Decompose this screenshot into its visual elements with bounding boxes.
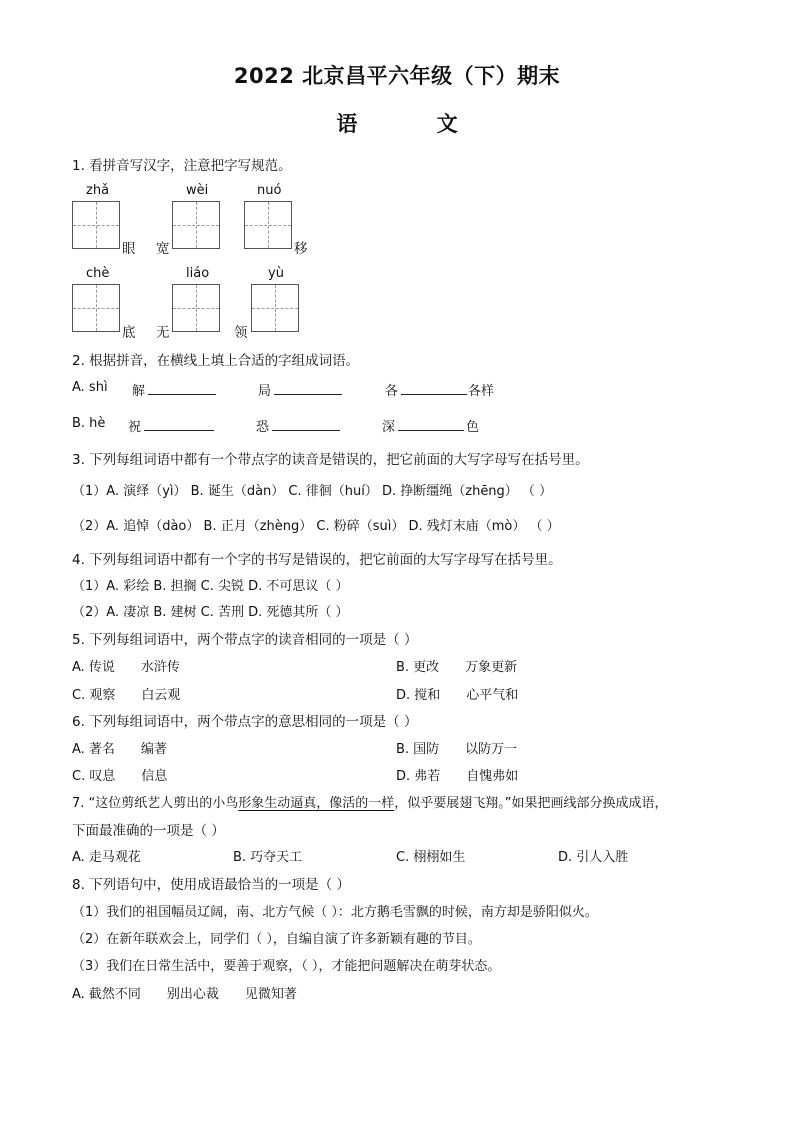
question-2-stem: 2. 根据拼音，在横线上填上合适的字组成词语。 <box>72 353 360 369</box>
question-7-stem <box>72 792 668 811</box>
page-title: 2022 北京昌平六年级（下）期末 <box>233 64 561 88</box>
option-c: C. 观察 白云观 <box>72 688 181 703</box>
question-6-stem: 6. 下列每组词语中，两个带点字的意思相同的一项是（ ） <box>72 714 418 730</box>
word-prefix: 祝 <box>128 420 142 435</box>
word-char: 眼 <box>122 241 136 257</box>
writing-box[interactable] <box>72 201 120 249</box>
option-d: D. 引人入胜 <box>558 850 629 865</box>
question-7-underlined: 形象生动逼真，像活的一样 <box>238 796 395 811</box>
pinyin-che: chè <box>86 266 110 281</box>
subject-title: 语 文 <box>336 112 494 136</box>
word-char: 底 <box>122 325 136 341</box>
word-suffix: 各样 <box>468 384 495 399</box>
question-3-stem: 3. 下列每组词语中都有一个带点字的读音是错误的，把它前面的大写字母写在括号里。 <box>72 452 589 468</box>
word-prefix: 解 <box>132 384 146 399</box>
option-c: C. 叹息 信息 <box>72 769 168 784</box>
pinyin-zha: zhǎ <box>86 183 110 198</box>
pinyin-nuo: nuó <box>257 183 282 198</box>
option-b: B. 巧夺天工 <box>233 850 303 865</box>
word-prefix: 恐 <box>256 420 270 435</box>
writing-box[interactable] <box>172 201 220 249</box>
word-suffix: 色 <box>466 420 480 435</box>
option-d: D. 弗若 自愧弗如 <box>396 769 519 784</box>
question-4-line-2: （2）A. 凄凉 B. 建树 C. 苦刑 D. 死德其所（ ） <box>72 605 349 620</box>
writing-box[interactable] <box>244 201 292 249</box>
option-a: A. 走马观花 <box>72 850 141 865</box>
writing-box[interactable] <box>172 284 220 332</box>
question-8-sentence-2: （2）在新年联欢会上，同学们（ ），自编自演了许多新颖有趣的节目。 <box>72 932 481 947</box>
question-8-sentence-1: （1）我们的祖国幅员辽阔，南、北方气候（ ）：北方鹅毛雪飘的时候，南方却是骄阳似火。 <box>72 905 598 920</box>
option-label: A. shì <box>72 380 108 395</box>
question-8-stem: 8. 下列语句中，使用成语最恰当的一项是（ ） <box>72 877 350 893</box>
word-prefix: 各 <box>385 384 399 399</box>
writing-box[interactable] <box>251 284 299 332</box>
word-prefix: 局 <box>258 384 272 399</box>
option-a: A. 截然不同 别出心裁 见微知著 <box>72 987 297 1002</box>
option-c: C. 栩栩如生 <box>396 850 466 865</box>
word-char: 宽 <box>156 241 170 257</box>
option-b: B. 国防 以防万一 <box>396 742 518 757</box>
question-4-stem: 4. 下列每组词语中都有一个字的书写是错误的，把它前面的大写字母写在括号里。 <box>72 552 562 568</box>
pinyin-yu: yù <box>268 266 284 281</box>
fill-blank[interactable] <box>144 416 214 431</box>
word-char: 领 <box>234 325 248 341</box>
word-char: 移 <box>294 241 308 257</box>
question-7-text-pre: 7. “这位剪纸艺人剪出的小鸟 <box>72 796 239 811</box>
question-4-line-1: （1）A. 彩绘 B. 担搁 C. 尖锐 D. 不可思议（ ） <box>72 579 349 594</box>
question-1-stem: 1. 看拼音写汉字，注意把字写规范。 <box>72 158 292 174</box>
option-b: B. 更改 万象更新 <box>396 660 518 675</box>
question-3-line-2: （2）A. 追悼（dào） B. 正月（zhèng） C. 粉碎（suì） D. 残灯末庙（mò） （ ） <box>72 519 560 534</box>
question-5-stem: 5. 下列每组词语中，两个带点字的读音相同的一项是（ ） <box>72 632 418 648</box>
question-7-stem-line-2: 下面最准确的一项是（ ） <box>72 823 225 839</box>
question-7-text-post: ，似乎要展翅飞翔。”如果把画线部分换成成语， <box>394 796 668 811</box>
word-char: 无 <box>156 325 170 341</box>
fill-blank[interactable] <box>148 380 216 395</box>
fill-blank[interactable] <box>274 380 342 395</box>
option-d: D. 搅和 心平气和 <box>396 688 519 703</box>
fill-blank[interactable] <box>401 380 467 395</box>
option-a: A. 传说 水浒传 <box>72 660 180 675</box>
option-label: B. hè <box>72 416 106 431</box>
question-3-line-1: （1）A. 演绎（yì） B. 诞生（dàn） C. 徘徊（huí） D. 挣断缰绳（zhēng） （ ） <box>72 484 553 499</box>
question-8-sentence-3: （3）我们在日常生活中，要善于观察，（ ），才能把问题解决在萌芽状态。 <box>72 959 501 974</box>
writing-box[interactable] <box>72 284 120 332</box>
pinyin-liao: liáo <box>186 266 210 281</box>
fill-blank[interactable] <box>398 416 464 431</box>
fill-blank[interactable] <box>272 416 340 431</box>
word-prefix: 深 <box>382 420 396 435</box>
option-a: A. 著名 编著 <box>72 742 167 757</box>
pinyin-wei: wèi <box>186 183 209 198</box>
